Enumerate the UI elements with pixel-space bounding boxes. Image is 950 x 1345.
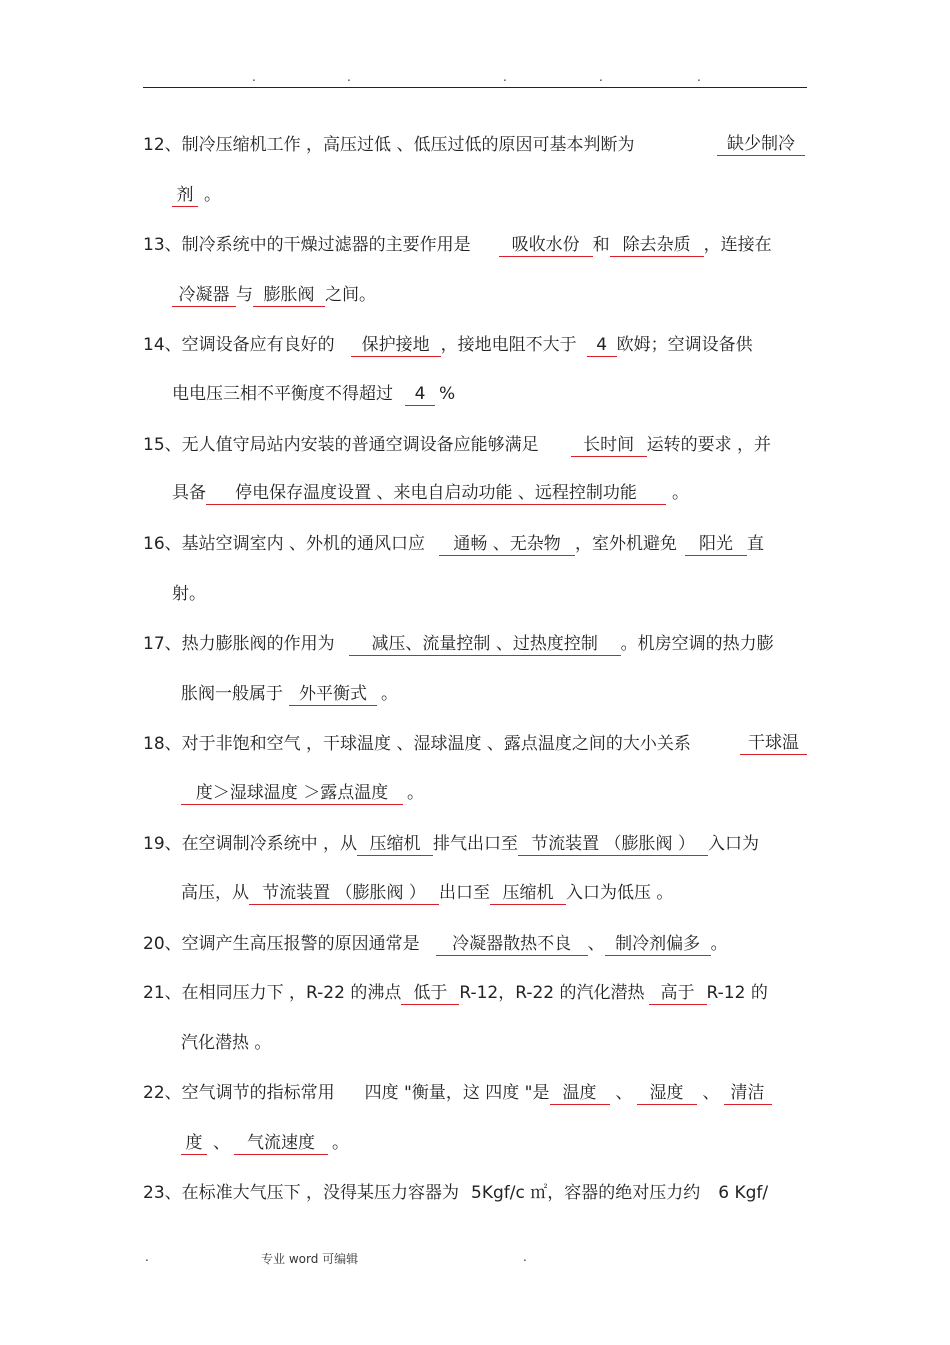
answer-blank: 停电保存温度设置 、来电自启动功能 、远程控制功能 (206, 482, 666, 505)
question-number: 18、 (143, 734, 182, 754)
question-number: 23、 (143, 1183, 182, 1203)
question-text: 。 (407, 783, 424, 803)
question-text: 入口为 (708, 834, 760, 854)
question-text: 。 (332, 1133, 349, 1153)
question-number: 17、 (143, 634, 182, 654)
answer-blank: 节流装置 （膨胀阀 ） (518, 833, 708, 856)
header-dot: . (599, 70, 603, 84)
question-text: 热力膨胀阀的作用为 (181, 634, 335, 654)
answer-blank: 外平衡式 (289, 683, 377, 706)
question-12-line-2 (172, 183, 221, 207)
question-text: 、 (702, 1083, 720, 1103)
answer-blank: 清洁 (724, 1082, 772, 1105)
question-text: 之间。 (325, 285, 376, 305)
question-13-line-1 (143, 233, 772, 257)
question-22-line-2 (181, 1131, 349, 1155)
answer-blank: 减压、流量控制 、过热度控制 (349, 633, 621, 656)
question-19-line-2 (181, 881, 673, 905)
answer-blank: 吸收水份 (499, 234, 593, 257)
question-text: 制冷压缩机工作 ，高压过低 、低压过低的原因可基本判断为 (181, 135, 635, 155)
question-text: 。 (710, 934, 728, 954)
question-22-line-1 (143, 1081, 772, 1105)
question-text: 无人值守局站内安装的普通空调设备应能够满足 (181, 435, 539, 455)
question-number: 19、 (143, 834, 182, 854)
question-21-line-1 (143, 981, 768, 1005)
question-12-line-1 (143, 133, 807, 157)
question-text: 在标准大气压下 ，没得某压力容器为 (181, 1183, 460, 1203)
question-text: 在空调制冷系统中 ，从 (181, 834, 358, 854)
question-text: 在相同压力下 ，R-22 的沸点 (181, 983, 402, 1003)
header-rule (143, 87, 807, 88)
question-text: 高压，从 (181, 883, 249, 903)
question-text: 入口为低压 。 (566, 883, 674, 903)
answer-blank: 阳光 (685, 533, 747, 556)
question-text: 6 Kgf/ (718, 1183, 769, 1203)
question-text: 欧姆；空调设备供 (616, 335, 753, 355)
answer-blank: 压缩机 (490, 882, 566, 905)
question-20-line-1 (143, 932, 728, 956)
question-14-line-2 (172, 382, 455, 406)
question-18-line-1 (143, 732, 807, 756)
answer-blank: 剂 (172, 184, 198, 207)
question-21-line-2 (181, 1031, 271, 1055)
answer-blank: 气流速度 (234, 1132, 328, 1155)
question-text: 胀阀一般属于 (181, 684, 283, 704)
answer-blank: 缺少制冷 (717, 133, 805, 156)
answer-blank: 制冷剂偏多 (605, 933, 711, 956)
answer-blank: 冷凝器 (172, 284, 236, 307)
question-17-line-1 (143, 632, 774, 656)
answer-blank: 4 (587, 334, 617, 357)
question-number: 14、 (143, 335, 182, 355)
question-text: 具备 (172, 483, 206, 503)
answer-blank: 湿度 (637, 1082, 697, 1105)
question-text: 四度 "衡量，这 四度 "是 (364, 1083, 550, 1103)
question-text: % (439, 384, 456, 404)
question-13-line-2 (172, 283, 376, 307)
question-text: 。 (381, 684, 398, 704)
question-text: 。 (204, 185, 221, 205)
question-number: 21、 (143, 983, 182, 1003)
answer-blank: 保护接地 (351, 334, 441, 357)
question-text: 运转的要求 ，并 (646, 435, 772, 455)
question-18-line-2 (181, 781, 424, 805)
question-text: ，连接在 (703, 235, 772, 255)
header-dot: . (252, 70, 256, 84)
answer-blank: 除去杂质 (610, 234, 704, 257)
question-text: R-12 的 (706, 983, 768, 1003)
question-number: 16、 (143, 534, 182, 554)
answer-blank: 冷凝器散热不良 (436, 933, 588, 956)
question-text: R-12，R-22 的汽化潜热 (459, 983, 645, 1003)
footer-dot: . (145, 1250, 149, 1264)
answer-blank: 长时间 (571, 434, 647, 457)
question-text: 对于非饱和空气 ，干球温度 、湿球温度 、露点温度之间的大小关系 (181, 734, 691, 754)
question-text: 与 (236, 285, 253, 305)
question-text: 5Kgf/c ㎡，容器的绝对压力约 (471, 1183, 701, 1203)
question-16-line-2 (172, 582, 206, 606)
question-number: 20、 (143, 934, 182, 954)
footer-text: 专业 word 可编辑 (261, 1252, 359, 1266)
question-number: 15、 (143, 435, 182, 455)
question-text: 。 (672, 483, 689, 503)
question-text: ，室外机避免 (575, 534, 678, 554)
header-dot: . (697, 70, 701, 84)
question-text: 基站空调室内 、外机的通风口应 (181, 534, 426, 554)
question-text: 出口至 (439, 883, 490, 903)
question-text: 制冷系统中的干燥过滤器的主要作用是 (181, 235, 471, 255)
question-text: 、 (213, 1133, 230, 1153)
question-text: 汽化潜热 。 (181, 1033, 272, 1053)
answer-blank: 温度 (550, 1082, 610, 1105)
question-text: 。机房空调的热力膨 (620, 634, 774, 654)
question-number: 12、 (143, 135, 182, 155)
answer-blank: 干球温 (740, 732, 807, 755)
question-15-line-1 (143, 433, 771, 457)
answer-blank: 压缩机 (357, 833, 433, 856)
question-15-line-2 (172, 481, 689, 505)
question-text: 空调产生高压报警的原因通常是 (181, 934, 420, 954)
question-text: ，接地电阻不大于 (440, 335, 577, 355)
question-text: 空调设备应有良好的 (181, 335, 335, 355)
answer-blank: 4 (405, 383, 435, 406)
question-16-line-1 (143, 532, 764, 556)
question-text: 电电压三相不平衡度不得超过 (172, 384, 393, 404)
question-text: 直 (747, 534, 765, 554)
question-text: 、 (615, 1083, 633, 1103)
question-text: 排气出口至 (433, 834, 519, 854)
question-text: 空气调节的指标常用 (181, 1083, 335, 1103)
question-23-line-1 (143, 1181, 768, 1205)
answer-blank: 通畅 、无杂物 (439, 533, 575, 556)
answer-blank: 膨胀阀 (253, 284, 325, 307)
question-text: 和 (592, 235, 610, 255)
question-14-line-1 (143, 333, 753, 357)
question-text: 射。 (172, 584, 206, 604)
answer-blank: 节流装置 （膨胀阀 ） (249, 882, 439, 905)
question-17-line-2 (181, 682, 398, 706)
header-dot: . (503, 70, 507, 84)
answer-blank: 低于 (401, 982, 459, 1005)
answer-blank: 度＞湿球温度 ＞露点温度 (181, 782, 403, 805)
answer-blank: 高于 (649, 982, 707, 1005)
question-number: 13、 (143, 235, 182, 255)
footer-dot: . (523, 1250, 527, 1264)
question-19-line-1 (143, 832, 759, 856)
question-number: 22、 (143, 1083, 182, 1103)
header-dot: . (347, 70, 351, 84)
answer-blank: 度 (181, 1132, 207, 1155)
question-text: 、 (587, 934, 605, 954)
